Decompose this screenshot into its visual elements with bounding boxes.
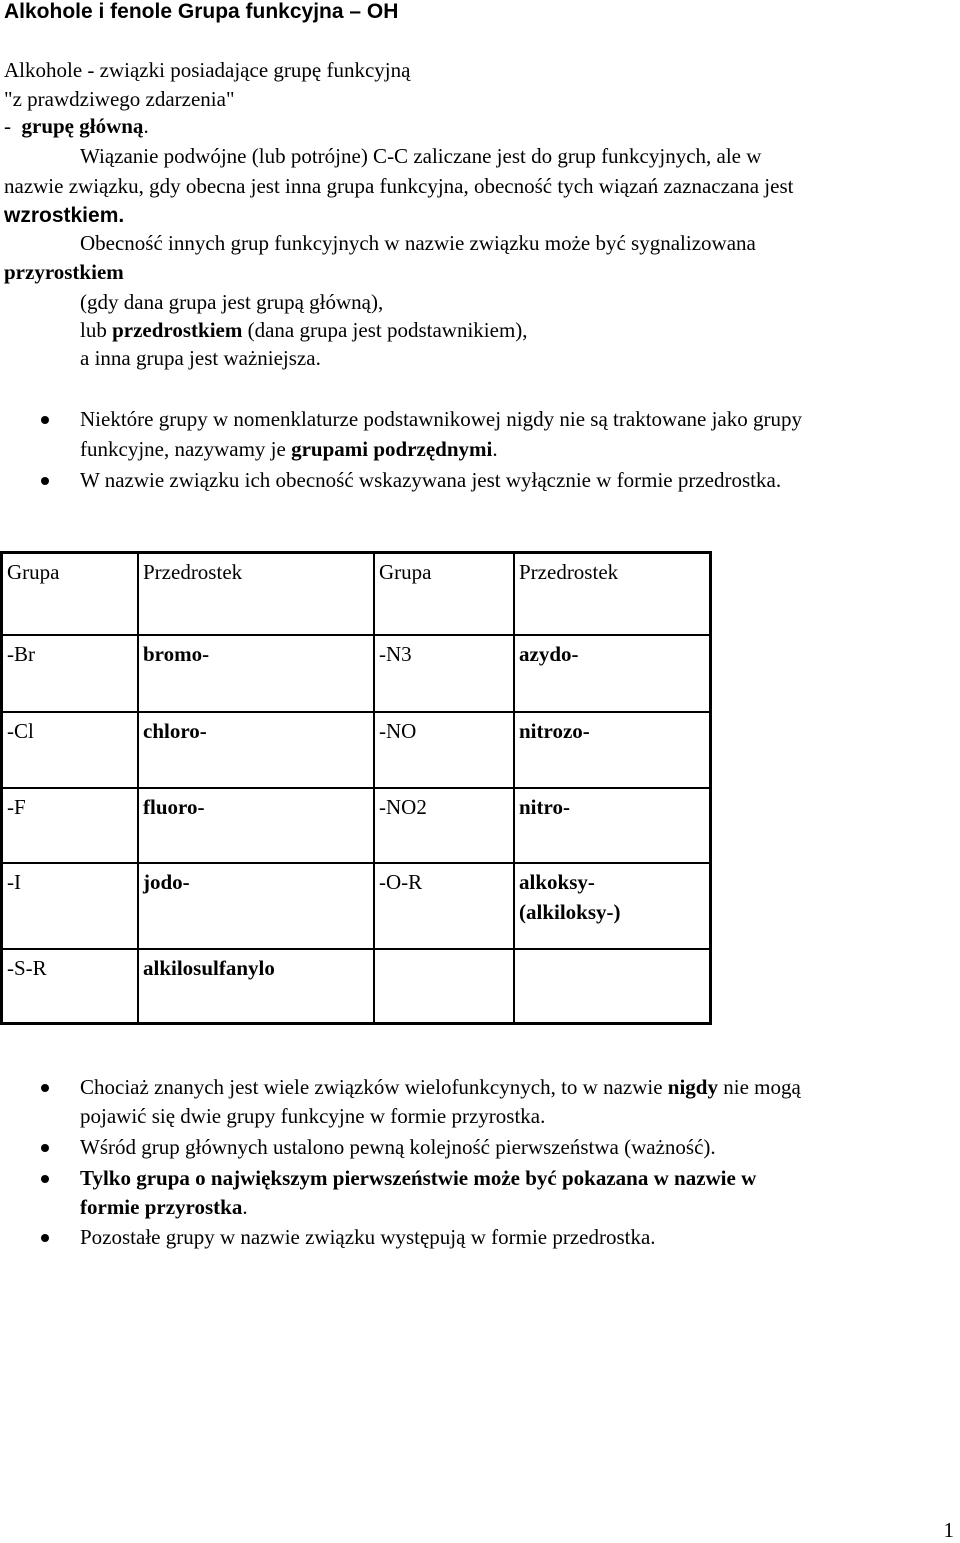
bullet5-line-2 (80, 1192, 248, 1222)
group-cell: -Cl (2, 712, 139, 788)
prefix-cell: fluoro- (138, 788, 374, 863)
intro-line-3 (4, 111, 149, 141)
intro-line-5: nazwie związku, gdy obecna jest inna grupa funkcyjna, obecność tych wiązań zaznaczana jest (4, 174, 794, 198)
page-number: 1 (943, 1518, 954, 1542)
bullet3-text: Chociaż znanych jest wiele związków wielofunkcynych, to w nazwie (80, 1075, 668, 1099)
group-cell: -Br (2, 635, 139, 712)
main-group-term: grupę główną (21, 114, 144, 138)
alkoxy-prefix: alkoksy- (519, 870, 595, 894)
bullet5-period: . (242, 1195, 248, 1219)
intro-line-8: przyrostkiem (4, 260, 124, 284)
bullet-dot (41, 1175, 49, 1183)
bullet1-text: funkcyjne, nazywamy je (80, 437, 292, 461)
bullet1-line-2 (80, 434, 498, 464)
prefix-table (0, 551, 712, 1025)
table-row (2, 863, 711, 949)
prefix-cell: chloro- (138, 712, 374, 788)
bullet-dot (41, 1144, 49, 1152)
table-row (2, 788, 711, 863)
never-term: nigdy (667, 1075, 718, 1099)
intro-line-11: a inna grupa jest ważniejsza. (80, 346, 321, 370)
prefix-cell (514, 949, 711, 1024)
bullet4-line: Wśród grup głównych ustalono pewną kolejność pierwszeństwa (ważność). (80, 1135, 716, 1159)
table-row (2, 635, 711, 712)
prefix-term: przedrostkiem (112, 318, 243, 342)
group-cell (374, 949, 514, 1024)
intro-period: . (143, 114, 149, 138)
intro-line-7: Obecność innych grup funkcyjnych w nazwie związku może być sygnalizowana (80, 231, 756, 255)
bullet2-line: W nazwie związku ich obecność wskazywana jest wyłącznie w formie przedrostka. (80, 468, 782, 492)
intro-lub: lub (80, 318, 113, 342)
table-row (2, 949, 711, 1024)
bullet-dot (41, 416, 49, 424)
bullet5-line-1: Tylko grupa o największym pierwszeństwie może być pokazana w nazwie w (80, 1166, 757, 1190)
group-cell: -N3 (374, 635, 514, 712)
intro-line-10 (80, 315, 528, 345)
table-header-cell: Przedrostek (514, 553, 711, 636)
bullet-dot (41, 477, 49, 485)
prefix-cell: alkilosulfanylo (138, 949, 374, 1024)
intro-line-1: Alkohole - związki posiadające grupę funkcyjną (4, 58, 411, 82)
group-cell: -O-R (374, 863, 514, 949)
bullet6-line: Pozostałe grupy w nazwie związku występują w formie przedrostka. (80, 1225, 656, 1249)
suffix-form-term: formie przyrostka (80, 1195, 243, 1219)
intro-substituent: (dana grupa jest podstawnikiem), (242, 318, 528, 342)
group-cell: -NO2 (374, 788, 514, 863)
intro-line-6: wzrostkiem. (4, 204, 125, 227)
page-title: Alkohole i fenole Grupa funkcyjna – OH (4, 0, 399, 23)
intro-line-4: Wiązanie podwójne (lub potrójne) C-C zaliczane jest do grup funkcyjnych, ale w (80, 144, 762, 168)
intro-dash: - (4, 114, 22, 138)
bullet1-period: . (492, 437, 498, 461)
subordinate-groups-term: grupami podrzędnymi (291, 437, 493, 461)
group-cell: -S-R (2, 949, 139, 1024)
group-cell: -F (2, 788, 139, 863)
prefix-cell: jodo- (138, 863, 374, 949)
bullet1-line-1: Niektóre grupy w nomenklaturze podstawnikowej nigdy nie są traktowane jako grupy (80, 407, 802, 431)
bullet-dot (41, 1084, 49, 1092)
bullet3-line-1 (80, 1072, 801, 1102)
table-header-cell: Przedrostek (138, 553, 374, 636)
table-header-row (2, 553, 711, 636)
table-header-cell: Grupa (2, 553, 139, 636)
group-cell: -I (2, 863, 139, 949)
table-row (2, 712, 711, 788)
prefix-cell: bromo- (138, 635, 374, 712)
bullet3-line-2: pojawić się dwie grupy funkcyjne w formie przyrostka. (80, 1104, 546, 1128)
prefix-cell (514, 863, 711, 949)
prefix-cell: nitro- (514, 788, 711, 863)
intro-line-2: "z prawdziwego zdarzenia" (4, 87, 235, 111)
prefix-cell: nitrozo- (514, 712, 711, 788)
group-cell: -NO (374, 712, 514, 788)
bullet3-suffix: nie mogą (718, 1075, 801, 1099)
table-header-cell: Grupa (374, 553, 514, 636)
alkyloxy-prefix: (alkiloksy-) (519, 900, 621, 924)
bullet-dot (41, 1234, 49, 1242)
prefix-cell: azydo- (514, 635, 711, 712)
intro-line-9: (gdy dana grupa jest grupą główną), (80, 290, 384, 314)
